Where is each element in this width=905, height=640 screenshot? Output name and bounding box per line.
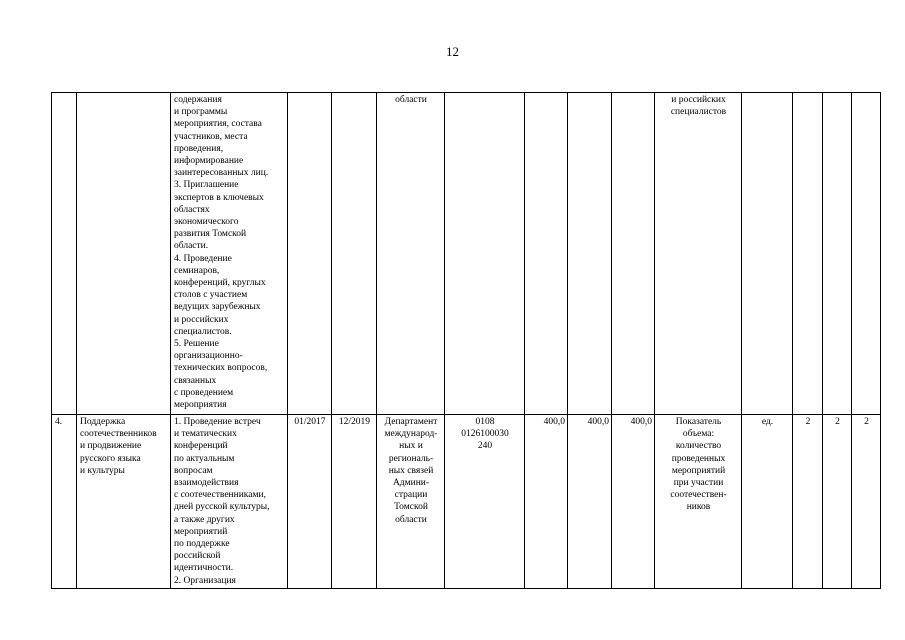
- value-2017-cell: [793, 93, 823, 415]
- task-name-cell: Поддержка соотечественников и продвижение русского языка и культуры: [77, 415, 171, 589]
- funding-2018-cell: [568, 93, 612, 415]
- value-2017-cell: 2: [793, 415, 823, 589]
- end-date-cell: 12/2019: [332, 415, 377, 589]
- budget-code-cell: 0108 0126100030 240: [445, 415, 525, 589]
- page-number: 12: [446, 44, 459, 59]
- funding-2018-cell: 400,0: [568, 415, 612, 589]
- start-date-cell: [288, 93, 332, 415]
- executor-cell: Департамент международ- ных и региональ- ных связей Админи- страции Томской области: [377, 415, 445, 589]
- value-2018-cell: 2: [823, 415, 852, 589]
- activity-description-cell: 1. Проведение встреч и тематических конференций по актуальным вопросам взаимодействия с соотечественниками, дней русской культуры, а также других мероприятий по поддержке российской идентичности. 2. Организация: [171, 415, 288, 589]
- funding-2019-cell: 400,0: [612, 415, 655, 589]
- budget-code-cell: [445, 93, 525, 415]
- activity-description-cell: содержания и программы мероприятия, состава участников, места проведения, информирование заинтересованных лиц. 3. Приглашение экспертов в ключевых областях экономического развития Томской области. 4. Проведение семинаров, конференций, круглых столов с участием ведущих зарубежных и российских специалистов. 5. Решение организационно- технических вопросов, связанных с проведением мероприятия: [171, 93, 288, 415]
- value-2018-cell: [823, 93, 852, 415]
- table-row: [52, 415, 881, 589]
- row-number-cell: 4.: [52, 415, 77, 589]
- value-2019-cell: 2: [852, 415, 881, 589]
- end-date-cell: [332, 93, 377, 415]
- task-name-cell: [77, 93, 171, 415]
- unit-cell: ед.: [742, 415, 793, 589]
- funding-2019-cell: [612, 93, 655, 415]
- funding-2017-cell: 400,0: [525, 415, 568, 589]
- unit-cell: [742, 93, 793, 415]
- start-date-cell: 01/2017: [288, 415, 332, 589]
- indicator-cell: и российских специалистов: [655, 93, 742, 415]
- value-2019-cell: [852, 93, 881, 415]
- table-row: [52, 93, 881, 415]
- indicator-cell: Показатель объема: количество проведенных мероприятий при участии соотечествен- ников: [655, 415, 742, 589]
- funding-2017-cell: [525, 93, 568, 415]
- program-table: [51, 92, 881, 589]
- row-number-cell: [52, 93, 77, 415]
- executor-cell: области: [377, 93, 445, 415]
